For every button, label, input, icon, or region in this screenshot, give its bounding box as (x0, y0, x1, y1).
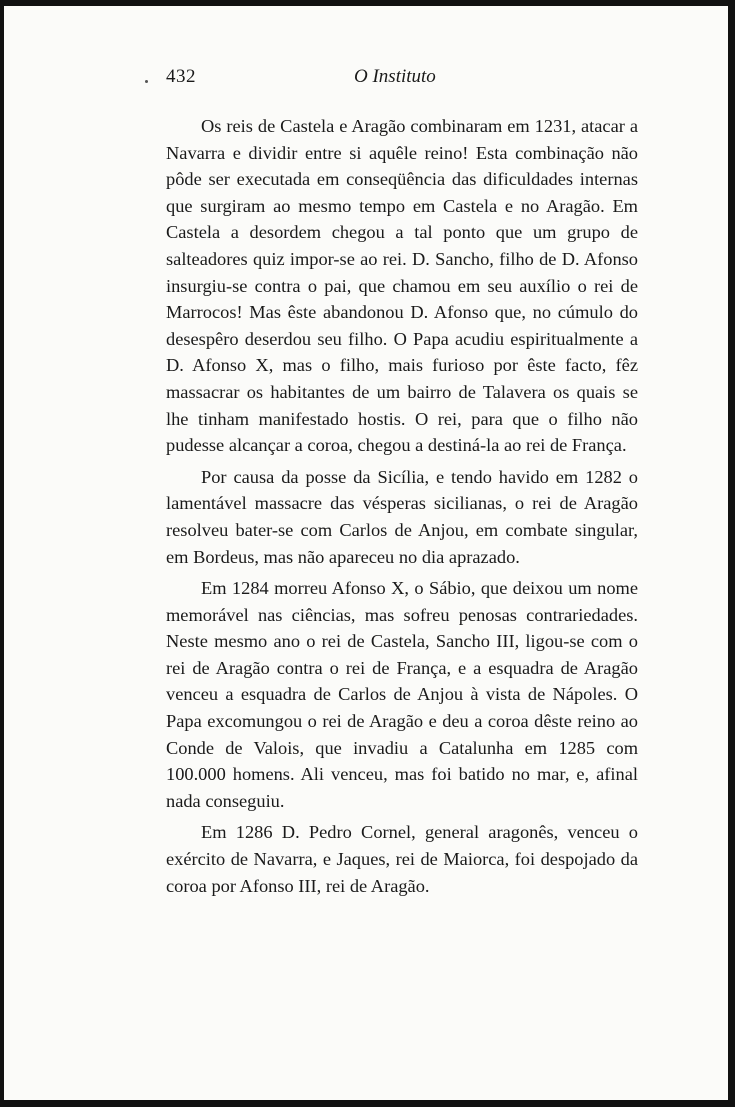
margin-mark (145, 80, 148, 83)
paragraph-3: Em 1284 morreu Afonso X, o Sábio, que deixou um nome memorável nas ciências, mas sofreu penosas contrariedades. Neste mesmo ano o rei de Castela, Sancho III, ligou-se com o rei de Aragão contra o rei de França, e a esquadra de Aragão venceu a esquadra de Carlos de Anjou à vista de Nápoles. O Papa excomungou o rei de Aragão e deu a coroa dêste reino ao Conde de Valois, que invadiu a Catalunha em 1285 com 100.000 homens. Ali venceu, mas foi batido no mar, e, afinal nada conseguiu. (166, 578, 638, 811)
page-header (166, 66, 636, 96)
paragraph-4: Em 1286 D. Pedro Cornel, general aragonês, venceu o exército de Navarra, e Jaques, rei de Maiorca, foi despojado da coroa por Afonso III, rei de Aragão. (166, 822, 638, 896)
paragraph-2: Por causa da posse da Sicília, e tendo havido em 1282 o lamentável massacre das vésperas sicilianas, o rei de Aragão resolveu bater-se com Carlos de Anjou, em combate singular, em Bordeus, mas não apareceu no dia aprazado. (166, 466, 638, 567)
page-number: 432 (166, 66, 196, 87)
body-text (166, 113, 638, 899)
paragraph-1: Os reis de Castela e Aragão combinaram em 1231, atacar a Navarra e dividir entre si aquêle reino! Esta combinação não pôde ser executada em conseqüência das dificuldades internas que surgiram ao mesmo tempo em Castela e no Aragão. Em Castela a desordem chegou a tal ponto que um grupo de salteadores quiz impor-se ao rei. D. Sancho, filho de D. Afonso insurgiu-se contra o pai, que chamou em seu auxílio o rei de Marrocos! Mas êste abandonou D. Afonso que, no cúmulo do desespêro deserdou seu filho. O Papa acudiu espiritualmente a D. Afonso X, mas o filho, mais furioso por êste facto, fêz massacrar os habitantes de um bairro de Talavera os quais se lhe tinham manifestado hostis. O rei, para que o filho não pudesse alcançar a coroa, chegou a destiná-la ao rei de França. (166, 116, 638, 456)
running-title: O Instituto (354, 66, 436, 87)
